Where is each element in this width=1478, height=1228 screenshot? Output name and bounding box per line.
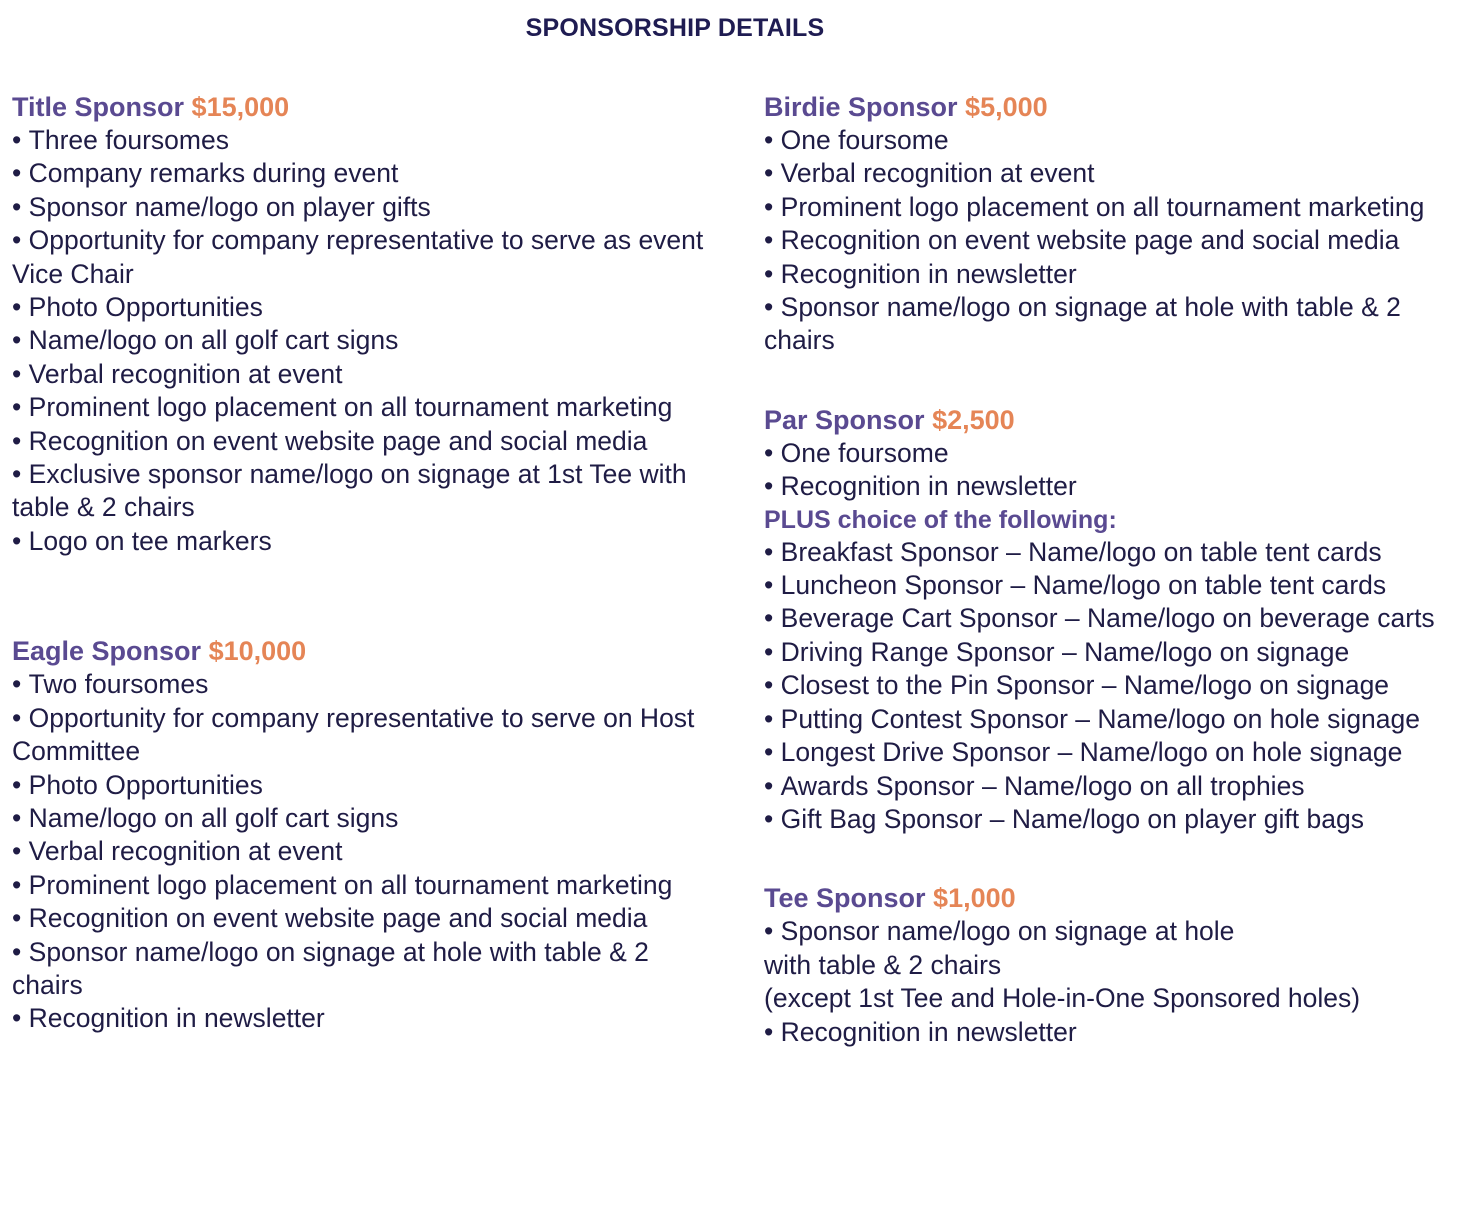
benefit-list — [764, 437, 1464, 504]
list-item: • Recognition in newsletter — [764, 1016, 1464, 1049]
list-item: • Sponsor name/logo on signage at hole with table & 2 chairs — [12, 936, 712, 1003]
tee-sponsor-heading — [764, 881, 1464, 915]
eagle-sponsor-heading — [12, 634, 712, 668]
birdie-sponsor-section — [764, 90, 1464, 358]
list-item-note: (except 1st Tee and Hole-in-One Sponsored holes) — [764, 983, 1361, 1014]
list-item: • Name/logo on all golf cart signs — [12, 324, 712, 357]
list-item: • Prominent logo placement on all tournament marketing — [764, 191, 1464, 224]
right-column — [764, 90, 1464, 1049]
sponsor-name: Par Sponsor — [764, 404, 925, 435]
list-item: • Sponsor name/logo on signage at hole with table & 2 chairs — [764, 291, 1464, 358]
list-item-continuation: with table & 2 chairs — [764, 949, 1002, 980]
list-item: • Luncheon Sponsor – Name/logo on table tent cards — [764, 569, 1464, 602]
page-title: SPONSORSHIP DETAILS — [525, 14, 825, 42]
benefit-list — [764, 915, 1464, 948]
list-item: • Two foursomes — [12, 668, 712, 701]
list-item: • Exclusive sponsor name/logo on signage at 1st Tee with table & 2 chairs — [12, 458, 712, 525]
list-item: • Driving Range Sponsor – Name/logo on signage — [764, 636, 1464, 669]
list-item: • One foursome — [764, 437, 1464, 470]
list-item: • Verbal recognition at event — [764, 157, 1464, 190]
sponsor-name: Eagle Sponsor — [12, 636, 202, 667]
par-sponsor-heading — [764, 403, 1464, 437]
sponsor-price: $1,000 — [933, 883, 1016, 914]
list-item: • Recognition in newsletter — [12, 1002, 712, 1035]
list-item: • Verbal recognition at event — [12, 358, 712, 391]
list-item: • Prominent logo placement on all tournament marketing — [12, 869, 712, 902]
benefit-list — [12, 668, 712, 1035]
list-item: • Putting Contest Sponsor – Name/logo on hole signage — [764, 703, 1464, 736]
par-sponsor-section — [764, 403, 1464, 836]
list-item: • Breakfast Sponsor – Name/logo on table tent cards — [764, 536, 1464, 569]
benefit-list — [764, 124, 1464, 358]
choice-list — [764, 536, 1464, 837]
sponsor-name: Tee Sponsor — [764, 883, 926, 914]
title-sponsor-heading — [12, 90, 712, 124]
list-item: • Prominent logo placement on all tournament marketing — [12, 391, 712, 424]
list-item: • Beverage Cart Sponsor – Name/logo on beverage carts — [764, 602, 1464, 635]
list-item: • Verbal recognition at event — [12, 835, 712, 868]
list-item: • Closest to the Pin Sponsor – Name/logo on signage — [764, 669, 1464, 702]
list-item: • Recognition on event website page and social media — [764, 224, 1464, 257]
sponsor-name: Title Sponsor — [12, 92, 185, 122]
list-item: • Opportunity for company representative to serve on Host Committee — [12, 702, 712, 769]
sponsor-price: $2,500 — [932, 404, 1015, 435]
list-item: • Sponsor name/logo on player gifts — [12, 191, 712, 224]
list-item: • Recognition in newsletter — [764, 470, 1464, 503]
list-item: • Longest Drive Sponsor – Name/logo on hole signage — [764, 736, 1464, 769]
sponsor-price: $15,000 — [191, 92, 290, 122]
title-sponsor-section — [12, 90, 712, 558]
birdie-sponsor-heading — [764, 90, 1464, 124]
list-item: • Recognition on event website page and social media — [12, 902, 712, 935]
list-item: • Gift Bag Sponsor – Name/logo on player gift bags — [764, 803, 1464, 836]
list-item: • Sponsor name/logo on signage at hole — [764, 915, 1464, 948]
list-item: • Recognition in newsletter — [764, 258, 1464, 291]
list-item: • Recognition on event website page and social media — [12, 425, 712, 458]
list-item: • Opportunity for company representative to serve as event Vice Chair — [12, 224, 712, 291]
left-column — [12, 90, 712, 1036]
list-item: • Three foursomes — [12, 124, 712, 157]
list-item: • Photo Opportunities — [12, 769, 712, 802]
eagle-sponsor-section — [12, 634, 712, 1035]
list-item: • Name/logo on all golf cart signs — [12, 802, 712, 835]
list-item: • Awards Sponsor – Name/logo on all trophies — [764, 770, 1464, 803]
list-item: • Logo on tee markers — [12, 525, 712, 558]
sponsor-name: Birdie Sponsor — [764, 92, 958, 122]
tee-sponsor-section — [764, 881, 1464, 1049]
list-item: • Company remarks during event — [12, 157, 712, 190]
sponsor-price: $5,000 — [965, 92, 1048, 122]
benefit-list — [764, 1016, 1464, 1049]
list-item: • Photo Opportunities — [12, 291, 712, 324]
benefit-list — [12, 124, 712, 558]
plus-choice-heading: PLUS choice of the following: — [764, 505, 1117, 534]
list-item: • One foursome — [764, 124, 1464, 157]
sponsor-price: $10,000 — [208, 636, 307, 667]
